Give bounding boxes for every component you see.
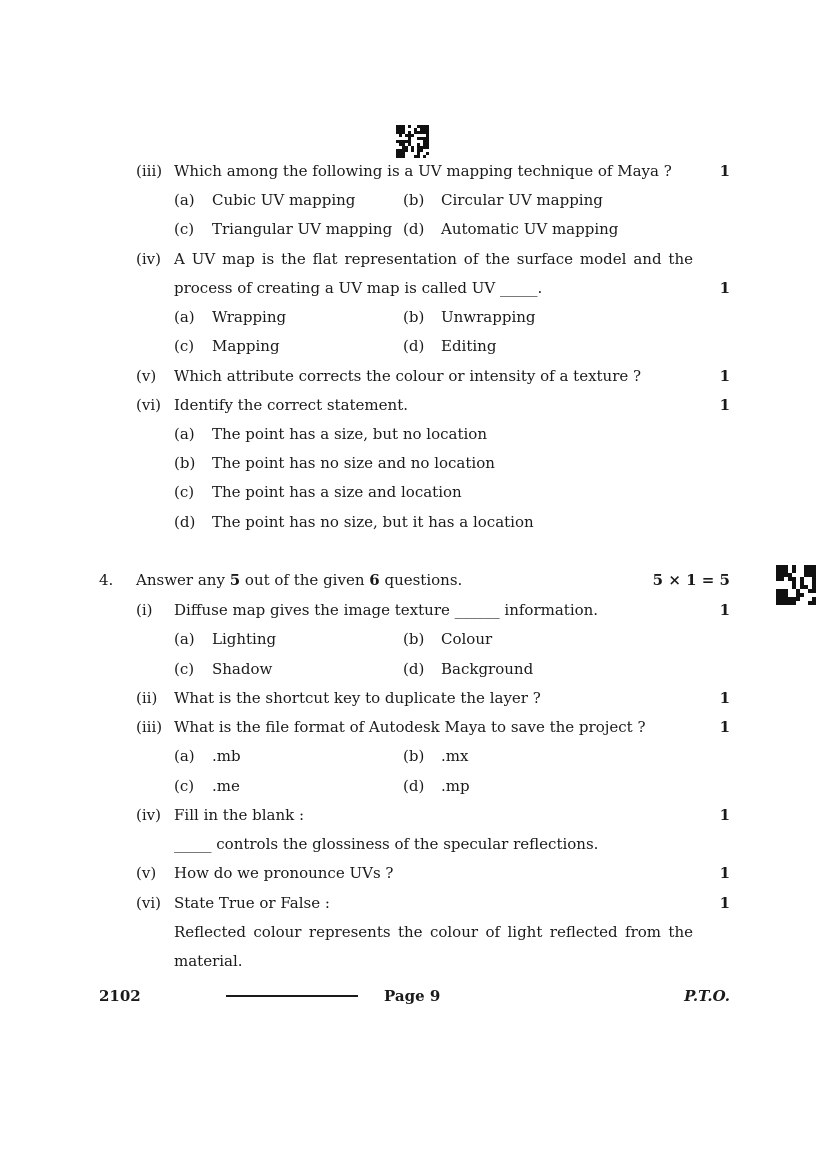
qr-code-side	[776, 565, 816, 605]
option-letter: (d)	[403, 660, 425, 678]
option-text: .mp	[441, 777, 470, 795]
question-mark: 1	[719, 367, 730, 385]
option-text: Triangular UV mapping	[212, 220, 393, 238]
question-text: A UV map is the flat representation of the surface model and the	[174, 250, 693, 268]
option-letter: (c)	[174, 337, 195, 355]
page-number: Page 9	[384, 987, 441, 1005]
option-letter: (d)	[403, 220, 425, 238]
option-text: The point has no size, but it has a location	[212, 513, 534, 531]
option-letter: (b)	[174, 454, 196, 472]
question-number: (v)	[136, 367, 157, 385]
option-text: Mapping	[212, 337, 280, 355]
option-letter: (c)	[174, 777, 195, 795]
question-number: (iii)	[136, 718, 163, 736]
question-text: How do we pronounce UVs ?	[174, 864, 394, 882]
question-number: (v)	[136, 864, 157, 882]
option-letter: (c)	[174, 483, 195, 501]
question-subtext: material.	[174, 952, 243, 970]
question-text: Which among the following is a UV mapping technique of Maya ?	[174, 162, 672, 180]
option-text: .me	[212, 777, 240, 795]
question-mark: 1	[719, 864, 730, 882]
question-text: What is the shortcut key to duplicate the layer ?	[174, 689, 541, 707]
question-number: (vi)	[136, 894, 161, 912]
question-number: (ii)	[136, 689, 158, 707]
option-text: Cubic UV mapping	[212, 191, 356, 209]
option-text: Automatic UV mapping	[441, 220, 619, 238]
option-letter: (d)	[174, 513, 196, 531]
option-text: Unwrapping	[441, 308, 536, 326]
question-mark: 1	[719, 689, 730, 707]
question-mark: 1	[719, 806, 730, 824]
question-text: What is the file format of Autodesk Maya to save the project ?	[174, 718, 646, 736]
option-letter: (b)	[403, 191, 425, 209]
question-mark: 1	[719, 162, 730, 180]
question-text: Identify the correct statement.	[174, 396, 408, 414]
option-letter: (b)	[403, 747, 425, 765]
question-number: (i)	[136, 601, 153, 619]
option-letter: (d)	[403, 777, 425, 795]
question-text: State True or False :	[174, 894, 330, 912]
question-mark: 1	[719, 718, 730, 736]
question-text: Answer any 5 out of the given 6 questions.	[136, 571, 463, 589]
paper-code: 2102	[99, 987, 141, 1005]
option-letter: (a)	[174, 630, 195, 648]
question-mark: 1	[719, 601, 730, 619]
option-text: Background	[441, 660, 534, 678]
question-mark: 1	[719, 894, 730, 912]
section-marks: 5 × 1 = 5	[652, 571, 730, 589]
option-letter: (a)	[174, 191, 195, 209]
question-mark: 1	[719, 279, 730, 297]
option-text: .mb	[212, 747, 241, 765]
option-text: The point has a size and location	[212, 483, 462, 501]
question-mark: 1	[719, 396, 730, 414]
question-number: (iii)	[136, 162, 163, 180]
option-letter: (c)	[174, 660, 195, 678]
option-letter: (d)	[403, 337, 425, 355]
question-subtext: Reflected colour represents the colour of light reflected from the	[174, 923, 693, 941]
question-number: (iv)	[136, 250, 161, 268]
option-letter: (c)	[174, 220, 195, 238]
option-text: Circular UV mapping	[441, 191, 603, 209]
option-text: Wrapping	[212, 308, 287, 326]
option-text: The point has no size and no location	[212, 454, 495, 472]
question-text: Diffuse map gives the image texture ______ information.	[174, 601, 599, 619]
question-subtext: _____ controls the glossiness of the specular reflections.	[174, 835, 599, 853]
option-text: Editing	[441, 337, 497, 355]
option-text: Colour	[441, 630, 493, 648]
option-text: The point has a size, but no location	[212, 425, 487, 443]
option-text: Shadow	[212, 660, 273, 678]
question-text: Fill in the blank :	[174, 806, 305, 824]
please-turn-over: P.T.O.	[684, 987, 730, 1005]
option-text: .mx	[441, 747, 469, 765]
option-letter: (a)	[174, 425, 195, 443]
option-text: Lighting	[212, 630, 277, 648]
option-letter: (a)	[174, 308, 195, 326]
question-number: (iv)	[136, 806, 161, 824]
question-text: process of creating a UV map is called UV _____.	[174, 279, 543, 297]
option-letter: (b)	[403, 630, 425, 648]
qr-code-top	[396, 125, 429, 158]
question-number: (vi)	[136, 396, 161, 414]
option-letter: (a)	[174, 747, 195, 765]
question-text: Which attribute corrects the colour or intensity of a texture ?	[174, 367, 642, 385]
question-number: 4.	[99, 571, 114, 589]
option-letter: (b)	[403, 308, 425, 326]
footer-divider	[226, 995, 358, 997]
